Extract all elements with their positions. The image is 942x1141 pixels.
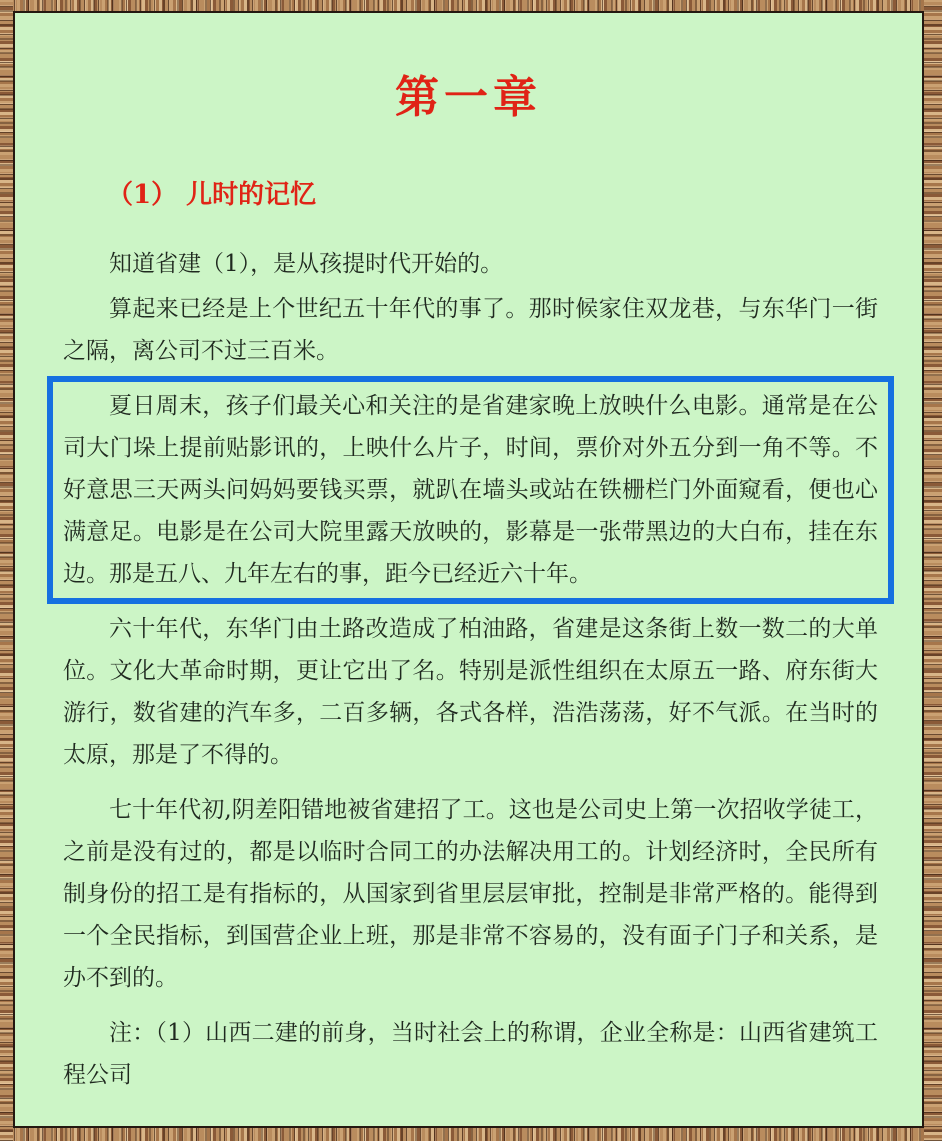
section-heading: （1） 儿时的记忆 xyxy=(107,179,317,210)
chapter-title: 第一章 xyxy=(395,72,542,123)
decorative-border-bottom xyxy=(0,1128,942,1141)
decorative-border-left xyxy=(0,0,13,1141)
decorative-border-right xyxy=(924,0,942,1141)
highlighted-paragraph: 夏日周末，孩子们最关心和关注的是省建家晚上放映什么电影。通常是在公司大门垛上提前贴影讯的，上映什么片子，时间，票价对外五分到一角不等。不好意思三天两头问妈妈要钱买票，就趴在墙头或站在铁栅栏门外面窥看，便也心满意足。电影是在公司大院里露天放映的，影幕是一张带黑边的大白布，挂在东边。那是五八、九年左右的事，距今已经近六十年。 xyxy=(47,376,894,604)
body-text xyxy=(15,243,922,1096)
paragraph: 算起来已经是上个世纪五十年代的事了。那时候家住双龙巷，与东华门一街之隔，离公司不过三百米。 xyxy=(63,295,878,364)
paragraph: 知道省建（1），是从孩提时代开始的。 xyxy=(109,250,504,277)
paragraph: 七十年代初,阴差阳错地被省建招了工。这也是公司史上第一次招收学徒工，之前是没有过的，都是以临时合同工的办法解决用工的。计划经济时，全民所有制身份的招工是有指标的，从国家到省里层层审批，控制是非常严格的。能得到一个全民指标，到国营企业上班，那是非常不容易的，没有面子门子和关系，是办不到的。 xyxy=(63,796,878,991)
paragraph: 六十年代，东华门由土路改造成了柏油路，省建是这条街上数一数二的大单位。文化大革命时期，更让它出了名。特别是派性组织在太原五一路、府东街大游行，数省建的汽车多，二百多辆，各式各样，浩浩荡荡，好不气派。在当时的太原，那是了不得的。 xyxy=(63,615,878,768)
note-paragraph: 注：（1）山西二建的前身，当时社会上的称谓，企业全称是：山西省建筑工程公司 xyxy=(63,1019,878,1088)
page-content xyxy=(13,11,924,1128)
